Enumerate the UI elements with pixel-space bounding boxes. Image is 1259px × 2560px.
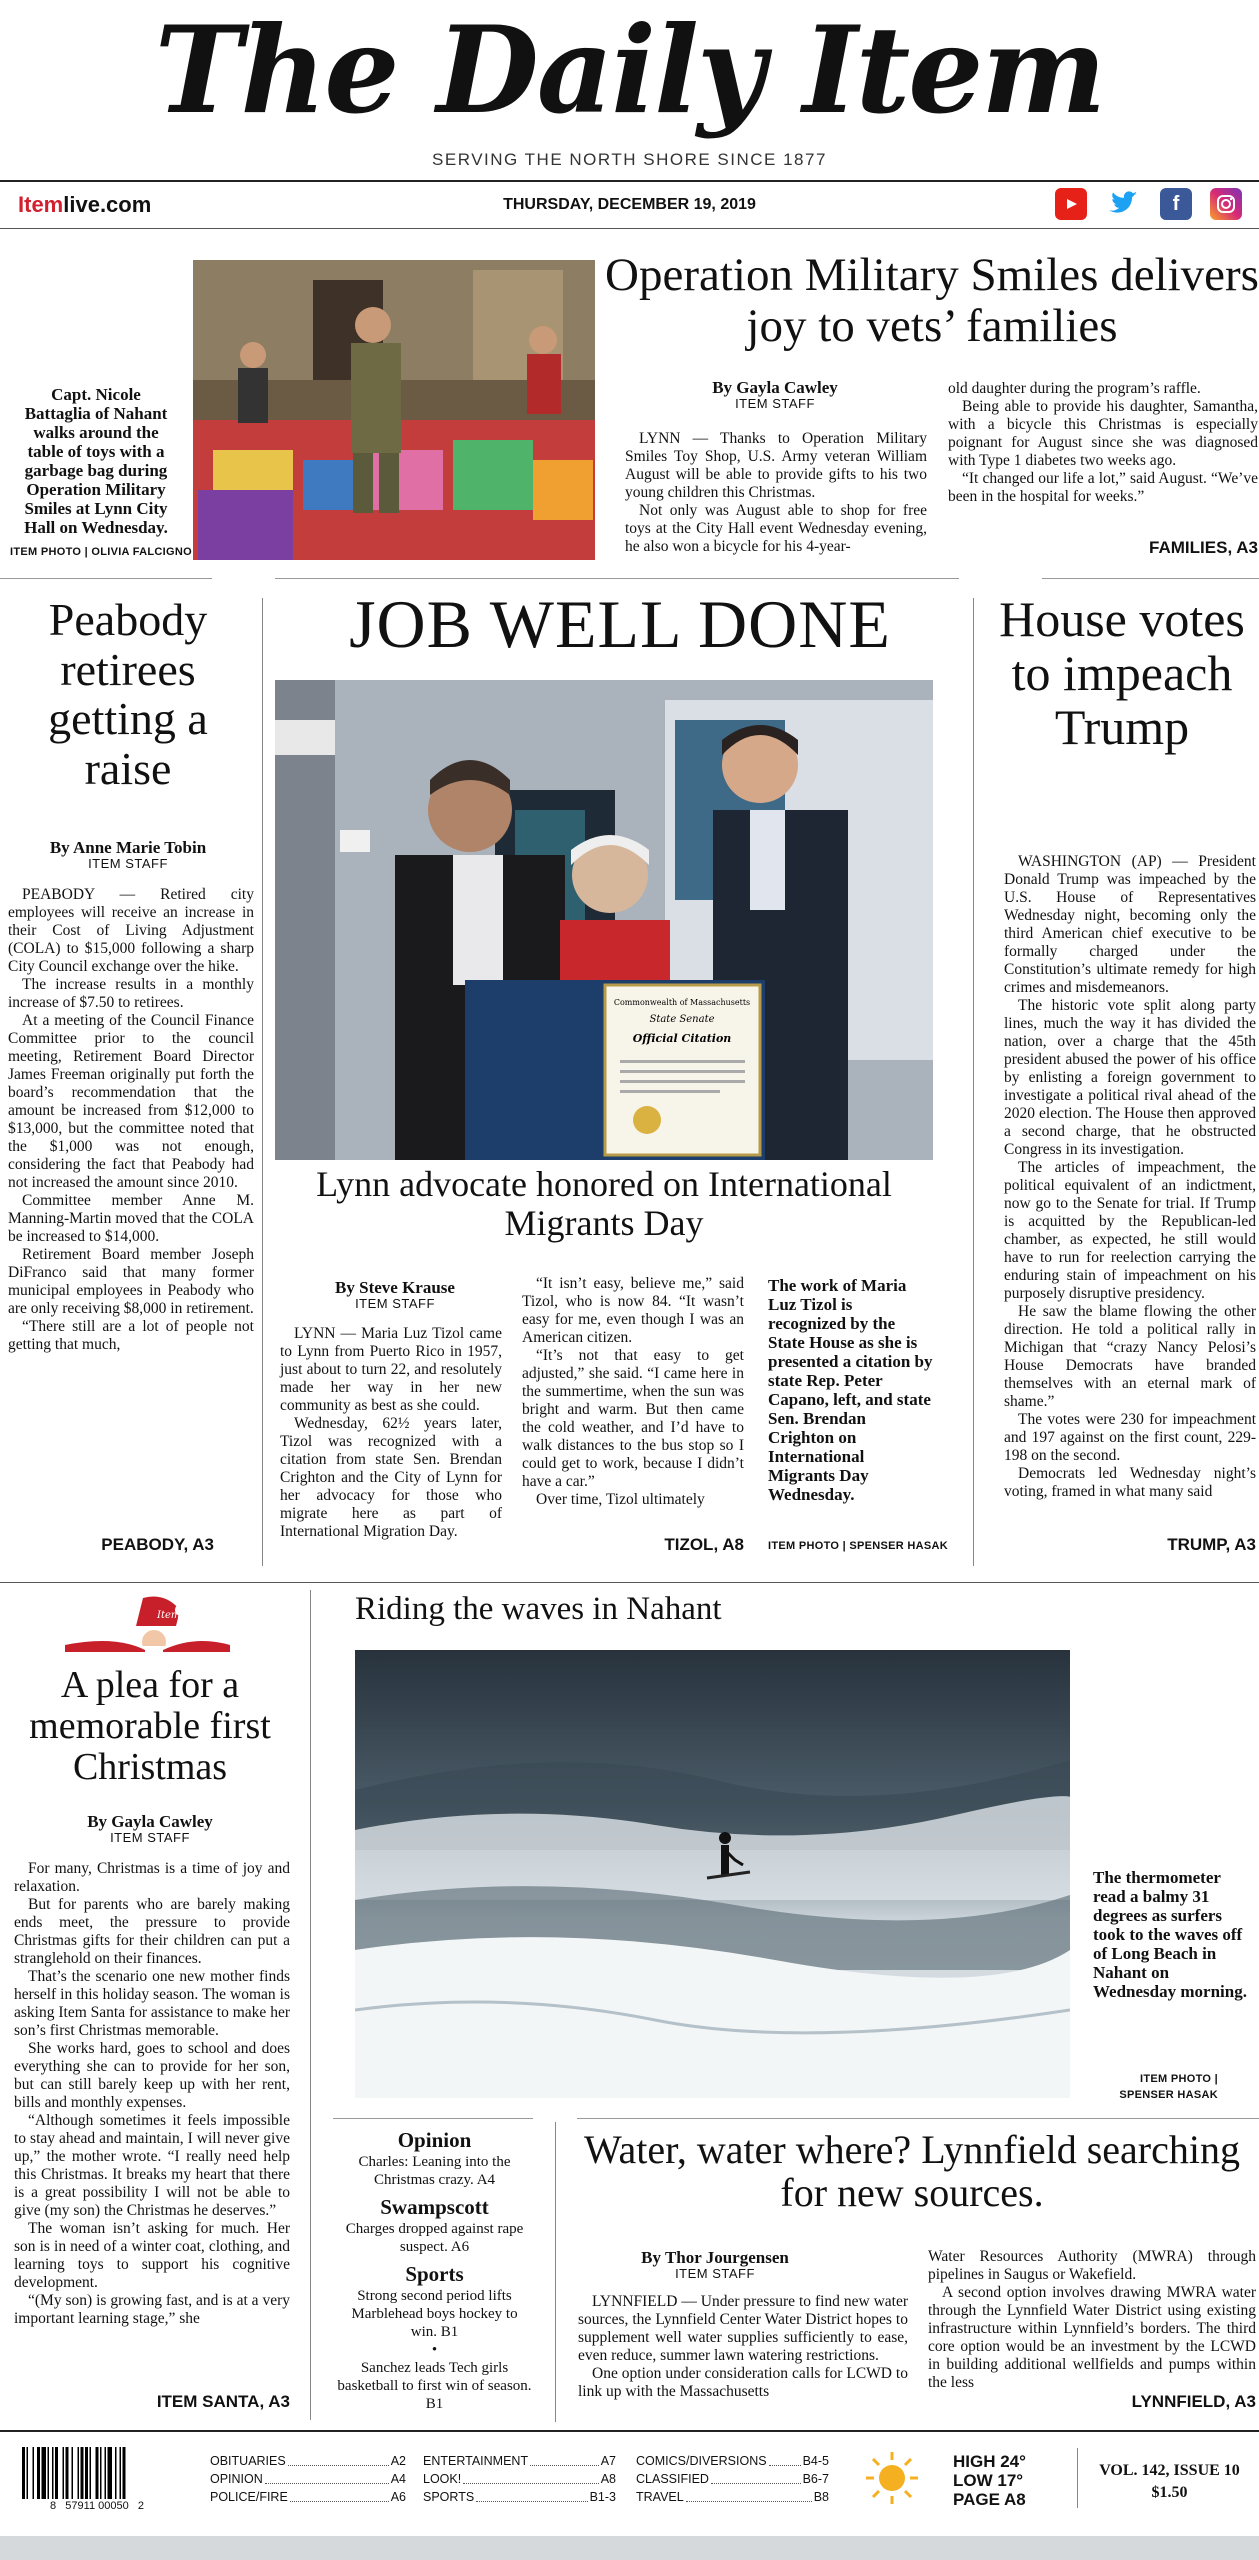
bottom-bar (0, 2536, 1259, 2560)
divider (0, 1582, 1259, 1583)
index-page: B8 (813, 2490, 829, 2504)
divider (577, 2118, 1259, 2119)
index-section: POLICE/FIRE (210, 2490, 288, 2504)
barcode-bar (96, 2447, 99, 2499)
surfer-photo (355, 1650, 1070, 2098)
divider (0, 2430, 1259, 2432)
santa-headline[interactable]: A plea for a memorable first Christmas (29, 1664, 271, 1789)
top-headline[interactable]: Operation Military Smiles delivers joy to vets’ families (605, 249, 1259, 352)
barcode-bar (33, 2447, 35, 2499)
article-column: For many, Christmas is a time of joy and relaxation. But for parents who are barely making ends meet, the pressure to provide Christmas gifts for their children can put a stranglehold on their finances. That’s the scenario one new mother finds herself in this holiday season. The woman is asking Item Santa for assistance to make her son’s first Christmas memorable. She works hard, goes to school and does everything she can to provide for her son, but can still barely keep up with her rent, bills and monthly expenses. “Although sometimes it feels impossible to stay ahead and maintain, I will never give up,” the mother wrote. “I really need help this Christmas. It breaks my heart that there is a great possibility I will not be able to give (my son) the Christmas he deserves.” The woman isn’t asking for much. Her son is in need of a winter coat, clothing, and learning toys to support his cognitive development. “(My son) is growing fast, and is at a very important learning stage,” she (14, 1860, 290, 2327)
weather-low: LOW 17° (953, 2471, 1024, 2490)
column-rule (973, 598, 974, 1566)
brief-link[interactable]: Sanchez leads Tech girls basketball to first win of season. B1 (337, 2360, 532, 2412)
byline: By Gayla Cawley (712, 378, 838, 397)
sun-icon (862, 2448, 922, 2508)
peabody-headline[interactable]: Peabody retirees getting a raise (48, 594, 208, 795)
center-headline[interactable]: Lynn advocate honored on International Migrants Day (316, 1164, 892, 1243)
index-section: OPINION (210, 2472, 263, 2486)
barcode-bar (55, 2447, 58, 2499)
divider (0, 578, 212, 579)
index-page: B4-5 (802, 2454, 829, 2468)
tizol-photo (275, 680, 933, 1160)
brief-link[interactable]: Charges dropped against rape suspect. A6 (345, 2221, 524, 2255)
byline: By Steve Krause (335, 1278, 455, 1297)
divider (333, 2118, 533, 2119)
photo-credit: ITEM PHOTO | OLIVIA FALCIGNO (10, 546, 192, 558)
instagram-icon[interactable] (1210, 188, 1242, 220)
site-link[interactable]: Itemlive.com (18, 192, 152, 217)
article-column: PEABODY — Retired city employees will receive an increase in their Cost of Living Adjustment (COLA) to $15,000 following a sharp City Council exchange over the hike. The increase results in a monthly increase of $7.50 to retirees. At a meeting of the Council Finance Committee prior to the council meeting, Retirement Board Director James Freeman originally put forth the board’s recommendation that the amount be increased from $12,000 to $13,000, but the committee noted that the $1,000 was not enough, considering the fact that Peabody had not increased the amount since 2010. Committee member Anne M. Manning-Martin moved that the COLA be increased to $14,000. Retirement Board member Joseph DiFranco said that many former municipal employees in Peabody who are only receiving $8,000 in retirement. “There still are a lot of people not getting that much, (8, 886, 254, 1353)
photo-credit: ITEM PHOTO | (1140, 2073, 1218, 2085)
photo-credit: ITEM PHOTO | SPENSER HASAK (768, 1540, 948, 1552)
barcode-bar (52, 2447, 54, 2499)
jump-link[interactable]: LYNNFIELD, A3 (1131, 2392, 1256, 2411)
index-section: LOOK! (423, 2472, 462, 2486)
barcode-bar (90, 2447, 92, 2499)
index-entry[interactable] (636, 2470, 829, 2488)
jump-link[interactable]: PEABODY, A3 (101, 1535, 214, 1554)
tagline: SERVING THE NORTH SHORE SINCE 1877 (432, 150, 827, 169)
index-page: B6-7 (802, 2472, 829, 2486)
divider (0, 180, 1259, 182)
trump-headline[interactable]: House votes to impeach Trump (999, 591, 1245, 755)
index-column (210, 2452, 406, 2506)
barcode-bar (85, 2447, 88, 2499)
column-rule (1077, 2448, 1078, 2508)
index-section: TRAVEL (636, 2490, 684, 2504)
brief-title: Sports (405, 2262, 464, 2286)
index-page: B1-3 (589, 2490, 616, 2504)
index-section: SPORTS (423, 2490, 475, 2504)
jump-link[interactable]: ITEM SANTA, A3 (156, 2392, 290, 2411)
barcode-bar (78, 2447, 80, 2499)
photo-caption: The thermometer read a balmy 31 degrees as surfers took to the waves off of Long Beach in Nahant on Wednesday morning. (1093, 1868, 1247, 2001)
citation-sub: State Senate (649, 1014, 715, 1025)
barcode-bar (37, 2447, 40, 2499)
banner-headline: JOB WELL DONE (349, 586, 891, 662)
index-section: COMICS/DIVERSIONS (636, 2454, 767, 2468)
weather-high: HIGH 24° (953, 2452, 1026, 2471)
index-section: ENTERTAINMENT (423, 2454, 529, 2468)
article-column: LYNN — Thanks to Operation Military Smiles Toy Shop, U.S. Army veteran William August will be able to provide gifts to his two young children this Christmas. Not only was August able to shop for free toys at the City Hall event Wednesday evening, he also won a bicycle for his 4-year- (625, 430, 927, 555)
brief-title: Swampscott (380, 2195, 489, 2219)
article-column: Water Resources Authority (MWRA) through pipelines in Saugus or Wakefield. A second option involves drawing MWRA water through the Lynnfield Water District using existing infrastructure within Lynnfield’s borders. The third core option would be an investment by the LCWD in building additional wellfields and pumps within the less (928, 2248, 1256, 2391)
barcode-bar (123, 2447, 126, 2499)
article-column: WASHINGTON (AP) — President Donald Trump was impeached by the U.S. House of Representatives Wednesday night, becoming only the third American chief executive to be formally charged under the Constitution’s ultimate remedy for high crimes and misdemeanors. The historic vote split along party lines, much the way it has divided the nation, over a charge that the 45th president abused the power of his office by enlisting a foreign government to investigate a political rival ahead of the 2020 election. The House then approved a second charge, that he obstructed Congress in its investigation. The articles of impeachment, the political equivalent of an indictment, now go to the Senate for trial. If Trump is acquitted by the Republican-led chamber, as expected, he still would have to run for reelection carrying the enduring stain of impeachment on his purposely disruptive presidency. He saw the blame flowing the other direction. He told a political rally in Michigan that “crazy Nancy Pelosi’s House Democrats have branded themselves with an eternal mark of shame.” The votes were 230 for impeachment and 197 against on the first count, 229-198 on the second. Democrats led Wednesday night’s voting, framed in what many said (1004, 853, 1256, 1500)
youtube-icon[interactable] (1055, 188, 1087, 220)
staff-label: ITEM STAFF (88, 856, 168, 871)
column-rule (310, 1590, 311, 2420)
barcode-bar (48, 2447, 50, 2499)
weather-box (953, 2452, 1026, 2509)
index-entry[interactable] (423, 2470, 616, 2488)
index-column (423, 2452, 616, 2506)
brief-link[interactable]: Charles: Leaning into the Christmas crazy. A4 (358, 2154, 511, 2188)
facebook-icon[interactable]: f (1160, 188, 1192, 220)
briefs-box (337, 2128, 532, 2413)
article-column: LYNNFIELD — Under pressure to find new water sources, the Lynnfield Center Water District hopes to supplement well water supplies sufficiently to ease, even reduce, summer lawn watering restrictions. One option under consideration calls for LCWD to link up with the Massachusetts (578, 2293, 908, 2400)
brief-title: Opinion (397, 2128, 472, 2152)
jump-link[interactable]: TIZOL, A8 (664, 1535, 744, 1554)
barcode-bar (63, 2447, 65, 2499)
barcode-digits: 8 57911 00050 2 (12, 2500, 182, 2512)
index-entry[interactable] (210, 2470, 406, 2488)
barcode-bar (66, 2447, 69, 2499)
toys-photo (193, 260, 595, 560)
barcode-bar (100, 2447, 102, 2499)
index-page: A2 (390, 2454, 406, 2468)
article-column: “It isn’t easy, believe me,” said Tizol, who is now 84. “It wasn’t easy for me, even though I was an American citizen. “It’s not that easy to get adjusted,” she said. “I came here in the summertime, when the sun was bright and warm. But then came the cold weather, and I’d have to walk distances to the bus stop so I could get to work, because I didn’t have a car.” Over time, Tizol ultimately (522, 1275, 744, 1508)
barcode-bar (42, 2447, 47, 2499)
barcode-bar (22, 2447, 25, 2499)
barcode-bar (27, 2447, 29, 2499)
index-entry[interactable] (636, 2488, 829, 2506)
barcode-bar (115, 2447, 117, 2499)
index-section: OBITUARIES (210, 2454, 286, 2468)
volume-label: VOL. 142, ISSUE 10 (1099, 2462, 1240, 2479)
barcode-bar (81, 2447, 84, 2499)
index-entry[interactable] (210, 2452, 406, 2470)
weather-page: PAGE A8 (953, 2490, 1026, 2509)
staff-label: ITEM STAFF (110, 1830, 190, 1845)
water-headline[interactable]: Water, water where? Lynnfield searching for new sources. (584, 2127, 1240, 2216)
citation-title: Official Citation (632, 1032, 732, 1045)
photo-credit: SPENSER HASAK (1119, 2089, 1218, 2101)
index-entry[interactable] (210, 2488, 406, 2506)
staff-label: ITEM STAFF (355, 1296, 435, 1311)
jump-link[interactable]: TRUMP, A3 (1167, 1535, 1256, 1554)
byline: By Thor Jourgensen (641, 2248, 789, 2267)
twitter-icon[interactable] (1107, 188, 1139, 220)
dateline: THURSDAY, DECEMBER 19, 2019 (503, 196, 756, 213)
staff-label: ITEM STAFF (675, 2266, 755, 2281)
divider (0, 228, 1259, 229)
price-label: $1.50 (1151, 2484, 1188, 2501)
index-entry[interactable] (636, 2452, 829, 2470)
index-page: A6 (390, 2490, 406, 2504)
index-entry[interactable] (423, 2452, 616, 2470)
photo-caption: The work of Maria Luz Tizol is recognized by the State House as she is presented a citation by state Rep. Peter Capano, left, and state Sen. Brendan Crighton on International Migrants Day Wednesday. (768, 1276, 933, 1504)
column-rule (555, 2122, 556, 2422)
barcode-bar (105, 2447, 107, 2499)
index-entry[interactable] (423, 2488, 616, 2506)
photo-caption: Capt. Nicole Battaglia of Nahant walks around the table of toys with a garbage bag during Operation Military Smiles at Lynn City Hall on Wednesday. (24, 385, 168, 537)
brief-link[interactable]: Strong second period lifts Marblehead boys hockey to win. B1 (351, 2288, 518, 2340)
index-page: A7 (600, 2454, 616, 2468)
masthead-title: The Daily Item (154, 0, 1105, 141)
index-section: CLASSIFIED (636, 2472, 709, 2486)
article-column: old daughter during the program’s raffle. Being able to provide his daughter, Samantha, with a bicycle this Christmas is especially poignant for August since she was diagnosed with Type 1 diabetes two weeks ago. “It changed our life a lot,” said August. “We’ve been in the hospital for weeks.” (948, 380, 1258, 505)
barcode-bar (72, 2447, 74, 2499)
byline: By Gayla Cawley (87, 1812, 213, 1831)
jump-link[interactable]: FAMILIES, A3 (1149, 538, 1258, 557)
index-column (636, 2452, 829, 2506)
santa-graphic (55, 1590, 235, 1660)
staff-label: ITEM STAFF (735, 396, 815, 411)
article-column: LYNN — Maria Luz Tizol came to Lynn from Puerto Rico in 1957, just about to turn 22, and resolutely made her way in her new community as best as she could. Wednesday, 62½ years later, Tizol was recognized with a citation from state Sen. Brendan Crighton and the City of Lynn for her advocacy for those who migrate here as part of International Migration Day. (280, 1325, 502, 1540)
waves-headline[interactable]: Riding the waves in Nahant (355, 1591, 722, 1627)
barcode-bar (108, 2447, 113, 2499)
column-rule (262, 598, 263, 1566)
citation-header: Commonwealth of Massachusetts (613, 998, 751, 1007)
santa-hat-label: Item (157, 1610, 181, 1621)
index-page: A8 (600, 2472, 616, 2486)
divider (1042, 578, 1259, 579)
divider (275, 578, 959, 579)
brief-bullet: • (431, 2342, 438, 2358)
byline: By Anne Marie Tobin (49, 838, 207, 857)
index-page: A4 (390, 2472, 406, 2486)
barcode-bar (120, 2447, 122, 2499)
